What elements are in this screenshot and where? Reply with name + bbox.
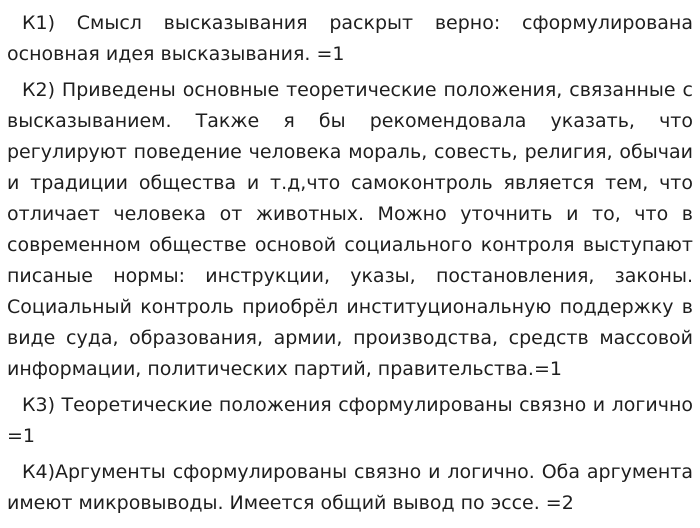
criterion-k1-paragraph: К1) Смысл высказывания раскрыт верно: сформулирована основная идея высказывания. =1 <box>7 12 693 65</box>
criterion-k4-paragraph: К4)Аргументы сформулированы связно и логично. Оба аргумента имеют микровыводы. Имеется общий вывод по эссе. =2 <box>7 461 693 514</box>
criterion-k3-paragraph: К3) Теоретические положения сформулированы связно и логично =1 <box>7 394 693 447</box>
criterion-k2-paragraph: К2) Приведены основные теоретические положения, связанные с высказыванием. Также я бы рекомендовала указать, что регулируют поведение человека мораль, совесть, религия, обычаи и традиции общества и т.д,что самоконтроль является тем, что отличает человека от животных. Можно уточнить и то, что в современном обществе основой социального контроля выступают писаные нормы: инструкции, указы, постановления, законы. Социальный контроль приобрёл институциональную поддержку в виде суда, образования, армии, производства, средств массовой информации, политических партий, правительства.=1 <box>7 79 693 380</box>
